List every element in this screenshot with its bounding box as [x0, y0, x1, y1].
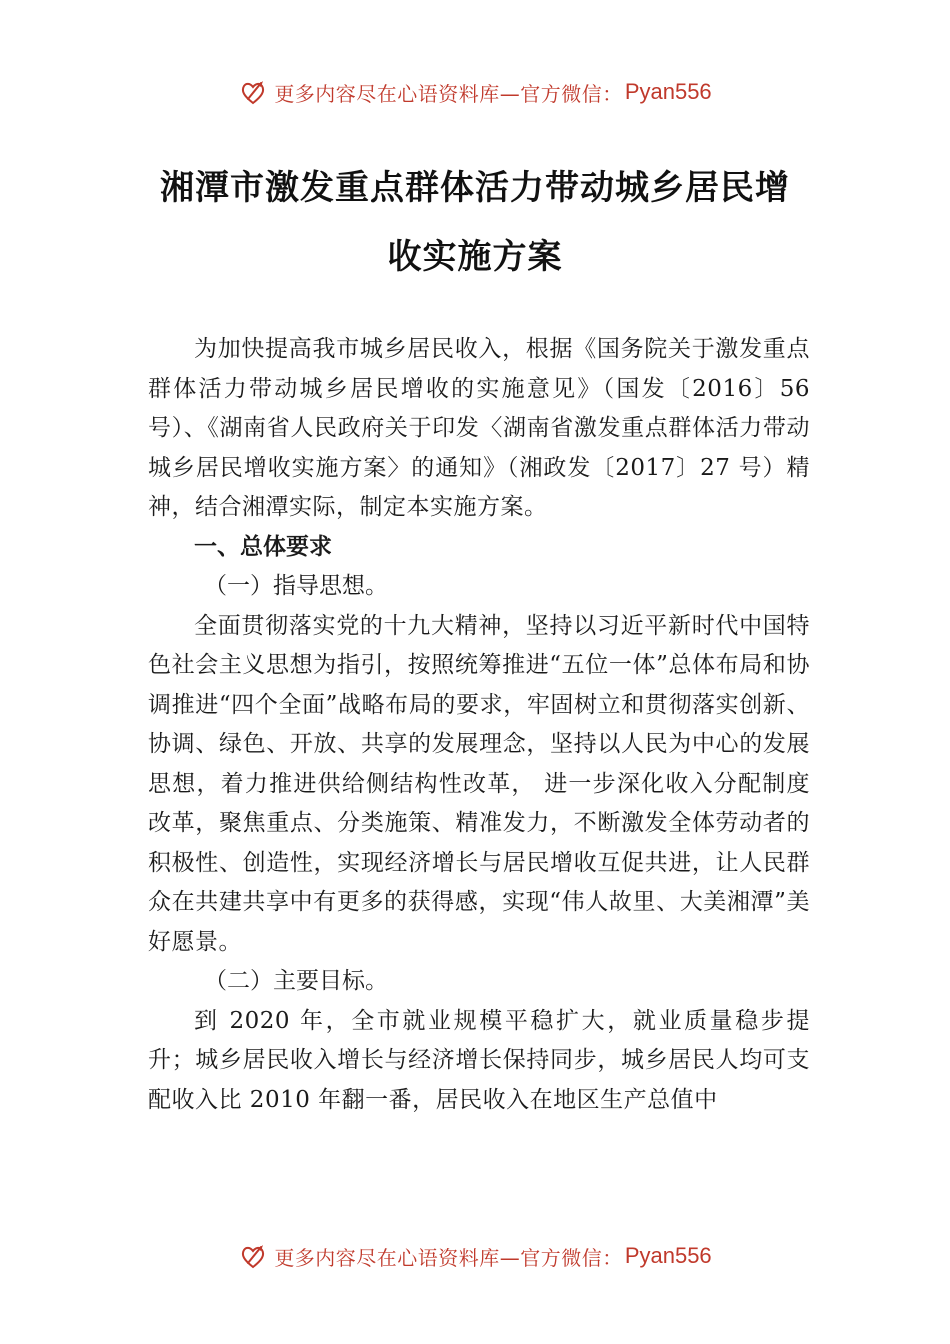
subsection-heading: （一）指导思想。 — [204, 573, 388, 599]
section-heading: 一、总体要求 — [194, 533, 332, 560]
main-goals-paragraph: 到 2020 年，全市就业规模平稳扩大，就业质量稳步提升；城乡居民收入增长与经济增长保持同步，城乡居民人均可支配收入比 2010 年翻一番，居民收入在地区生产总值中 — [148, 1007, 810, 1113]
banner-wechat-id: Pyan556 — [624, 1243, 712, 1268]
quill-heart-logo — [238, 77, 268, 107]
banner-text: 更多内容尽在心语资料库—官方微信： — [274, 1245, 623, 1270]
document-title-line2: 收实施方案 — [387, 237, 563, 277]
banner-wechat-id: Pyan556 — [624, 79, 712, 104]
document-title-line1: 湘潭市激发重点群体活力带动城乡居民增 — [160, 168, 790, 208]
footer-banner — [0, 1238, 950, 1274]
header-banner — [0, 74, 950, 110]
document-body — [148, 330, 810, 1120]
guiding-thought-paragraph: 全面贯彻落实党的十九大精神，坚持以习近平新时代中国特色社会主义思想为指引，按照统筹推进“五位一体”总体布局和协调推进“四个全面”战略布局的要求，牢固树立和贯彻落实创新、协调、绿色、开放、共享的发展理念，坚持以人民为中心的发展思想，着力推进供给侧结构性改革， 进一步深化收入分配制度改革，聚焦重点、分类施策、精准发力，不断激发全体劳动者的积极性、创造性，实现经济增长与居民增收互促共进，让人民群众在共建共享中有更多的获得感，实现“伟人故里、大美湘潭”美好愿景。 — [148, 612, 810, 955]
quill-heart-logo — [238, 1241, 268, 1271]
banner-text: 更多内容尽在心语资料库—官方微信： — [274, 81, 623, 106]
subsection-heading: （二）主要目标。 — [204, 968, 388, 994]
intro-paragraph: 为加快提高我市城乡居民收入，根据《国务院关于激发重点群体活力带动城乡居民增收的实施意见》（国发〔2016〕56号）、《湖南省人民政府关于印发〈湖南省激发重点群体活力带动城乡居民增收实施方案〉的通知》（湘政发〔2017〕27 号）精神，结合湘潭实际，制定本实施方案。 — [148, 336, 810, 520]
